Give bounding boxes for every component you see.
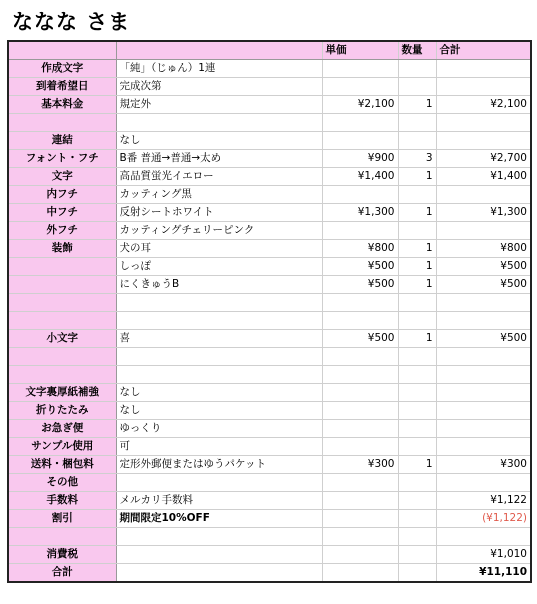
- row-qty: [398, 492, 436, 510]
- row-item: ゆっくり: [116, 420, 322, 438]
- row-label: 文字: [8, 168, 116, 186]
- row-item: [116, 366, 322, 384]
- row-qty: [398, 222, 436, 240]
- row-qty: [398, 546, 436, 564]
- table-row: [8, 402, 531, 420]
- row-total: ¥1,122: [436, 492, 531, 510]
- row-label: お急ぎ便: [8, 420, 116, 438]
- row-qty: [398, 474, 436, 492]
- table-row: [8, 366, 531, 384]
- row-unit-price: ¥500: [322, 276, 398, 294]
- row-total: ¥500: [436, 258, 531, 276]
- row-unit-price: [322, 348, 398, 366]
- table-row: [8, 240, 531, 258]
- row-item: 完成次第: [116, 78, 322, 96]
- table-row: [8, 222, 531, 240]
- row-item: 規定外: [116, 96, 322, 114]
- table-row: [8, 168, 531, 186]
- row-item: 反射シートホワイト: [116, 204, 322, 222]
- row-total: [436, 438, 531, 456]
- table-row: [8, 474, 531, 492]
- row-unit-price: ¥2,100: [322, 96, 398, 114]
- row-qty: 1: [398, 456, 436, 474]
- row-qty: [398, 186, 436, 204]
- row-unit-price: [322, 60, 398, 78]
- row-item: [116, 294, 322, 312]
- row-label: [8, 312, 116, 330]
- row-label: [8, 258, 116, 276]
- table-row: [8, 294, 531, 312]
- row-unit-price: ¥300: [322, 456, 398, 474]
- row-total: ¥300: [436, 456, 531, 474]
- table-row: [8, 384, 531, 402]
- row-qty: 1: [398, 168, 436, 186]
- row-label: フォント・フチ: [8, 150, 116, 168]
- row-item: カッティングチェリーピンク: [116, 222, 322, 240]
- row-label: 文字裏厚紙補強: [8, 384, 116, 402]
- table-row: [8, 150, 531, 168]
- row-label: 中フチ: [8, 204, 116, 222]
- row-qty: [398, 528, 436, 546]
- row-label: 装飾: [8, 240, 116, 258]
- row-qty: [398, 438, 436, 456]
- row-total: [436, 384, 531, 402]
- row-unit-price: [322, 78, 398, 96]
- row-item: メルカリ手数料: [116, 492, 322, 510]
- estimate-table: [7, 40, 532, 583]
- table-row: [8, 420, 531, 438]
- table-row: [8, 204, 531, 222]
- table-row: [8, 96, 531, 114]
- table-row: [8, 114, 531, 132]
- row-unit-price: ¥500: [322, 330, 398, 348]
- row-total: [436, 114, 531, 132]
- row-unit-price: [322, 420, 398, 438]
- table-row: [8, 330, 531, 348]
- row-unit-price: ¥1,400: [322, 168, 398, 186]
- row-unit-price: [322, 222, 398, 240]
- row-total: (¥1,122): [436, 510, 531, 528]
- row-item: なし: [116, 402, 322, 420]
- row-label: 作成文字: [8, 60, 116, 78]
- row-label: 外フチ: [8, 222, 116, 240]
- row-total: ¥1,010: [436, 546, 531, 564]
- row-item: [116, 348, 322, 366]
- row-label: [8, 114, 116, 132]
- row-label: 小文字: [8, 330, 116, 348]
- row-item: 「純」（じゅん）1連: [116, 60, 322, 78]
- table-row: [8, 276, 531, 294]
- row-item: 可: [116, 438, 322, 456]
- row-qty: [398, 114, 436, 132]
- row-total: [436, 348, 531, 366]
- row-item: 定形外郵便またはゆうパケット: [116, 456, 322, 474]
- table-row: [8, 312, 531, 330]
- row-unit-price: ¥500: [322, 258, 398, 276]
- row-item: [116, 114, 322, 132]
- row-unit-price: [322, 546, 398, 564]
- row-unit-price: [322, 528, 398, 546]
- row-total: [436, 222, 531, 240]
- row-label: [8, 528, 116, 546]
- row-total: [436, 366, 531, 384]
- row-item: B番 普通→普通→太め: [116, 150, 322, 168]
- table-row: [8, 528, 531, 546]
- row-label: 連結: [8, 132, 116, 150]
- header-qty: 数量: [398, 41, 436, 60]
- row-total: [436, 474, 531, 492]
- row-unit-price: [322, 438, 398, 456]
- row-unit-price: [322, 114, 398, 132]
- row-label: 消費税: [8, 546, 116, 564]
- row-label: 内フチ: [8, 186, 116, 204]
- row-total: [436, 528, 531, 546]
- row-item: [116, 564, 322, 583]
- header-total: 合計: [436, 41, 531, 60]
- row-unit-price: [322, 294, 398, 312]
- row-total: [436, 78, 531, 96]
- table-row: [8, 78, 531, 96]
- row-total: ¥500: [436, 276, 531, 294]
- row-unit-price: [322, 510, 398, 528]
- row-total: [436, 132, 531, 150]
- row-unit-price: ¥800: [322, 240, 398, 258]
- row-label: [8, 294, 116, 312]
- row-qty: [398, 564, 436, 583]
- table-header-row: [8, 41, 531, 60]
- row-total: [436, 60, 531, 78]
- table-row: [8, 546, 531, 564]
- row-item: なし: [116, 384, 322, 402]
- row-item: [116, 546, 322, 564]
- row-label: [8, 276, 116, 294]
- row-total: [436, 312, 531, 330]
- row-item: しっぽ: [116, 258, 322, 276]
- row-qty: [398, 420, 436, 438]
- row-total: ¥1,300: [436, 204, 531, 222]
- row-label: 折りたたみ: [8, 402, 116, 420]
- row-qty: 3: [398, 150, 436, 168]
- row-item: なし: [116, 132, 322, 150]
- row-label: 手数料: [8, 492, 116, 510]
- row-qty: [398, 384, 436, 402]
- row-total: [436, 186, 531, 204]
- row-label: サンプル使用: [8, 438, 116, 456]
- row-label: 送料・梱包料: [8, 456, 116, 474]
- row-unit-price: [322, 186, 398, 204]
- row-qty: 1: [398, 96, 436, 114]
- row-qty: [398, 312, 436, 330]
- row-total: ¥2,700: [436, 150, 531, 168]
- row-label: 合計: [8, 564, 116, 583]
- row-item: 喜: [116, 330, 322, 348]
- row-unit-price: [322, 384, 398, 402]
- row-unit-price: ¥900: [322, 150, 398, 168]
- row-unit-price: [322, 366, 398, 384]
- row-qty: [398, 132, 436, 150]
- row-unit-price: [322, 474, 398, 492]
- row-qty: [398, 366, 436, 384]
- row-total: ¥500: [436, 330, 531, 348]
- table-row: [8, 186, 531, 204]
- row-qty: [398, 348, 436, 366]
- row-label: [8, 366, 116, 384]
- table-row: [8, 438, 531, 456]
- row-item: [116, 312, 322, 330]
- row-unit-price: [322, 402, 398, 420]
- row-item: 犬の耳: [116, 240, 322, 258]
- row-qty: [398, 510, 436, 528]
- row-unit-price: ¥1,300: [322, 204, 398, 222]
- table-row: [8, 456, 531, 474]
- table-row: [8, 510, 531, 528]
- table-row: [8, 132, 531, 150]
- row-total: ¥800: [436, 240, 531, 258]
- table-row: [8, 258, 531, 276]
- table-row: [8, 564, 531, 583]
- row-total: [436, 402, 531, 420]
- row-total: [436, 420, 531, 438]
- row-label: 基本料金: [8, 96, 116, 114]
- row-item: 期間限定10%OFF: [116, 510, 322, 528]
- page-title: ななな さま: [12, 10, 131, 34]
- row-qty: 1: [398, 276, 436, 294]
- row-qty: [398, 294, 436, 312]
- table-row: [8, 348, 531, 366]
- row-qty: 1: [398, 330, 436, 348]
- header-label: [8, 41, 116, 60]
- row-total: ¥11,110: [436, 564, 531, 583]
- row-item: [116, 528, 322, 546]
- row-label: その他: [8, 474, 116, 492]
- row-label: [8, 348, 116, 366]
- row-qty: 1: [398, 204, 436, 222]
- row-qty: 1: [398, 240, 436, 258]
- row-qty: [398, 78, 436, 96]
- row-unit-price: [322, 564, 398, 583]
- table-row: [8, 60, 531, 78]
- row-total: [436, 294, 531, 312]
- row-total: ¥2,100: [436, 96, 531, 114]
- row-unit-price: [322, 132, 398, 150]
- row-qty: 1: [398, 258, 436, 276]
- row-qty: [398, 402, 436, 420]
- row-label: 割引: [8, 510, 116, 528]
- row-qty: [398, 60, 436, 78]
- header-unit-price: 単価: [322, 41, 398, 60]
- row-label: 到着希望日: [8, 78, 116, 96]
- row-total: ¥1,400: [436, 168, 531, 186]
- row-item: にくきゅうB: [116, 276, 322, 294]
- row-item: [116, 474, 322, 492]
- table-row: [8, 492, 531, 510]
- row-item: 高品質蛍光イエロー: [116, 168, 322, 186]
- row-item: カッティング黒: [116, 186, 322, 204]
- row-unit-price: [322, 312, 398, 330]
- row-unit-price: [322, 492, 398, 510]
- header-item: [116, 41, 322, 60]
